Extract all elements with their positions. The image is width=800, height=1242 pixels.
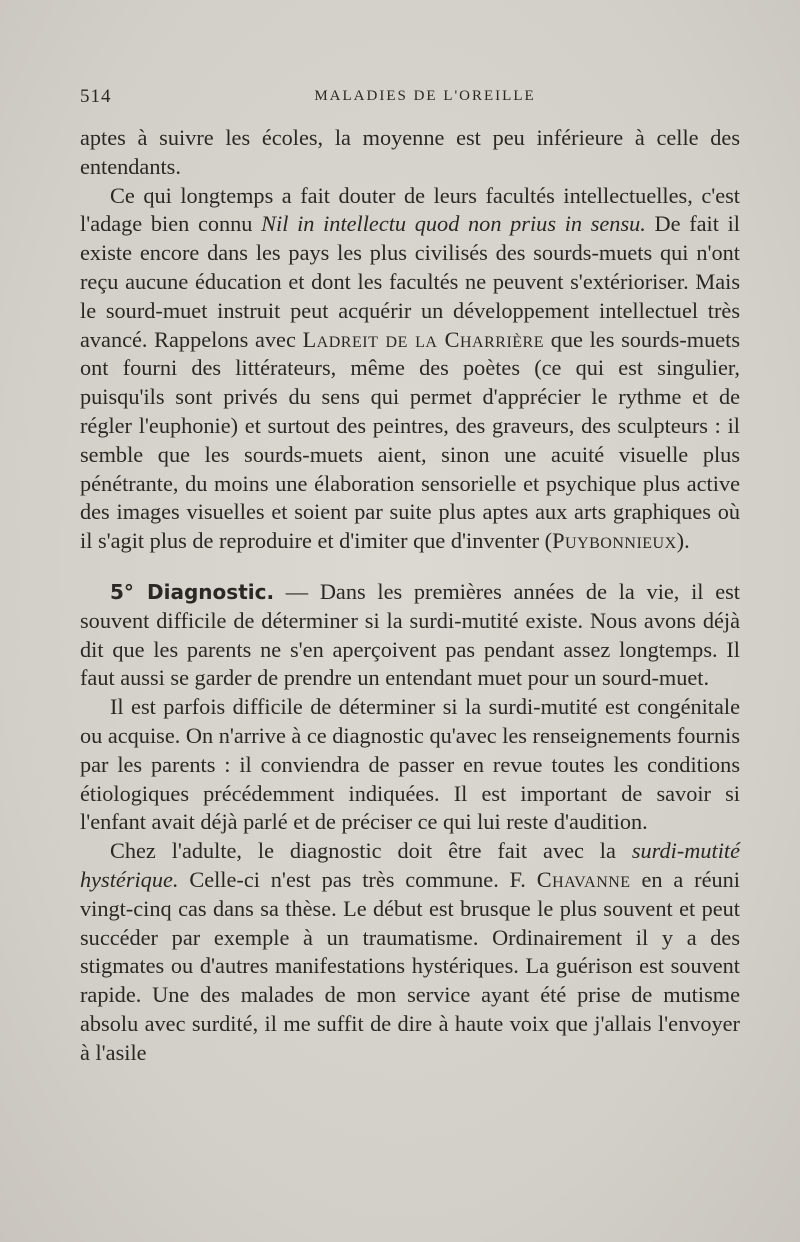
paragraph-text: Celle-ci n'est pas très commune. F. bbox=[178, 866, 537, 892]
running-head: MALADIES DE L'OREILLE bbox=[314, 88, 536, 104]
paragraph-text: — Dans les premières années de la vie, il est souvent difficile de déterminer si la surdi-mutité existe. Nous avons déjà dit que les parents ne s'en aperçoivent pas pendant assez longtemps. Il faut aussi se garder de prendre un entendant muet pour un sourd-muet. bbox=[80, 578, 740, 691]
section-heading: 5° Diagnostic. bbox=[110, 579, 275, 604]
paragraph-congenital bbox=[80, 693, 740, 837]
latin-adage: Nil in intellectu quod non prius in sensu. bbox=[261, 211, 646, 237]
paragraph-text: De fait il existe encore dans les pays les plus civilisés des sourds-muets qui n'ont reçu aucune éducation et dont les facultés ne peuvent s'extérioriser. Mais le sourd-muet instruit peut acquérir un développement intellectuel très avancé. Rappelons avec bbox=[80, 211, 740, 352]
body-text bbox=[80, 124, 740, 1068]
page-number: 514 bbox=[80, 86, 112, 107]
paragraph-text: Ce qui longtemps a fait douter de leurs facultés intellectuelles, c'est l'adage bien connu bbox=[80, 182, 740, 237]
paragraph-text: en a réuni vingt-cinq cas dans sa thèse. Le début est brusque le plus souvent et peut succéder par exemple à un traumatisme. Ordinairement il y a des stigmates ou d'autres manifestations hystériques. La guérison est souvent rapide. Une des malades de mon service ayant été prise de mutisme absolu avec surdité, il me suffit de dire à haute voix que j'allais l'envoyer à l'asile bbox=[80, 866, 740, 1065]
paragraph-text: ). bbox=[676, 528, 690, 554]
author-name: Puybonnieux bbox=[552, 528, 677, 554]
paragraph-intellectual-faculties bbox=[80, 182, 740, 556]
paragraph-text: que les sourds-muets ont fourni des littérateurs, même des poètes (ce qui est singulier, puisqu'ils sont privés du sens qui permet d'apprécier le rythme et de régler l'euphonie) et surtout des peintres, des graveurs, des sculpteurs : il semble que les sourds-muets aient, sinon une acuité visuelle plus pénétrante, du moins une élaboration sensorielle et psychique plus active des images visuelles et soient par suite plus aptes aux arts graphiques où il s'agit plus de reproduire et d'imiter que d'inventer ( bbox=[80, 326, 740, 554]
page-header bbox=[80, 86, 740, 110]
author-name: Chavanne bbox=[536, 866, 631, 892]
author-name: Ladreit de la Charrière bbox=[302, 326, 544, 352]
paragraph-text: Il est parfois difficile de déterminer si la surdi-mutité est congénitale ou acquise. On n'arrive à ce diagnostic qu'avec les renseignements fournis par les parents : il conviendra de passer en revue toutes les conditions étiologiques précédemment indiquées. Il est important de savoir si l'enfant avait déjà parlé et de préciser ce qui lui reste d'audition. bbox=[80, 694, 740, 835]
paragraph-continuation bbox=[80, 124, 740, 182]
italic-term: surdi-mutité hystérique. bbox=[80, 838, 740, 892]
paragraph-diagnostic bbox=[80, 578, 740, 693]
paragraph-text: aptes à suivre les écoles, la moyenne est peu inférieure à celle des entendants. bbox=[80, 125, 740, 179]
paragraph-adult-diagnosis bbox=[80, 837, 740, 1067]
paragraph-text: Chez l'adulte, le diagnostic doit être fait avec la bbox=[110, 838, 632, 864]
